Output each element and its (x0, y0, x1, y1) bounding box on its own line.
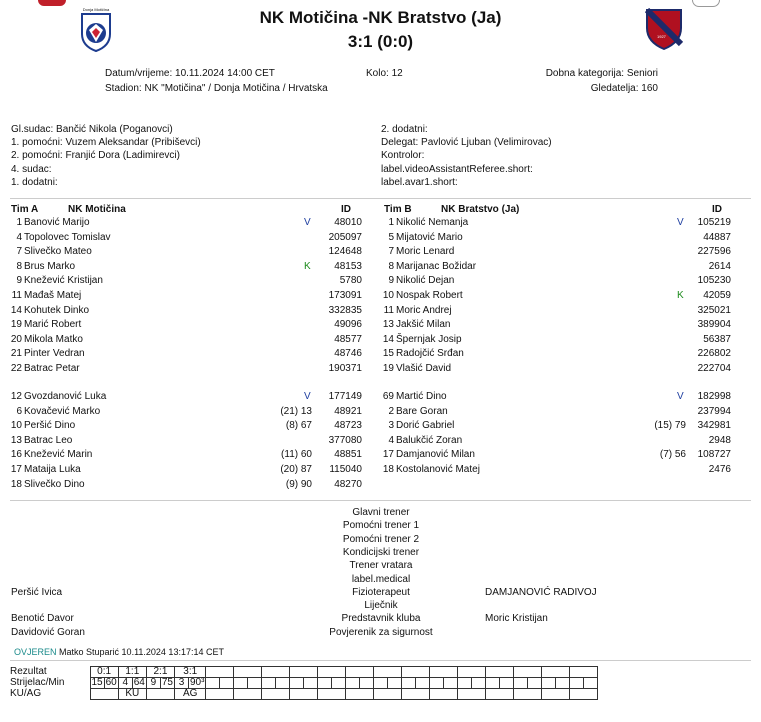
player-id: 48851 (334, 449, 362, 461)
score-result: 2:1 (146, 667, 174, 678)
empty-result-cell (290, 667, 318, 678)
player-name: Bare Goran (396, 405, 448, 417)
player-id: 325021 (697, 304, 731, 316)
official-line: label.avar1.short: (381, 176, 458, 188)
player-name: Špernjak Josip (396, 333, 462, 345)
player-id: 48270 (334, 478, 362, 490)
empty-scorer-cell (360, 678, 374, 689)
verified-line (14, 647, 224, 657)
player-row (372, 434, 731, 448)
official-line: label.videoAssistantReferee.short: (381, 163, 533, 175)
player-name: Topolovec Tomislav (24, 231, 111, 243)
team-b-id-header: ID (712, 204, 722, 215)
staff-role-label: Glavni trener (352, 507, 410, 518)
staff-role-label: Trener vratara (349, 560, 413, 572)
scorer-cell: 9 (146, 678, 160, 689)
staff-role-label: Predstavnik kluba (341, 613, 421, 625)
player-number: 11 (383, 304, 394, 316)
player-number: 15 (382, 348, 394, 360)
player-name: Brus Marko (24, 260, 76, 272)
player-row (0, 289, 362, 303)
player-role-mark: K (304, 260, 311, 272)
empty-kuag-cell (206, 689, 234, 700)
player-name: Banović Marijo (24, 217, 90, 228)
player-row (0, 434, 362, 448)
empty-scorer-cell (500, 678, 514, 689)
top-left-decoration (38, 0, 66, 6)
empty-scorer-cell (290, 678, 304, 689)
substitution-minute: (20) 87 (280, 464, 312, 475)
empty-scorer-cell (458, 678, 472, 689)
player-row (372, 405, 731, 419)
match-score: 3:1 (0:0) (347, 32, 414, 51)
player-number: 8 (388, 260, 394, 272)
official-line: 2. dodatni: (381, 124, 428, 135)
staff-role-label: label.medical (351, 573, 411, 585)
player-name: Martić Dino (396, 391, 447, 402)
empty-scorer-cell (416, 678, 430, 689)
empty-kuag-cell (318, 689, 346, 700)
away-physio: DAMJANOVIĆ RADIVOJ (485, 587, 597, 598)
player-number: 7 (16, 246, 22, 258)
substitution-minute: (11) 60 (281, 449, 312, 461)
player-name: Knežević Marin (24, 449, 93, 461)
player-number: 16 (10, 449, 22, 461)
empty-scorer-cell (220, 678, 234, 689)
player-role-mark: V (304, 391, 311, 402)
player-name: Kovačević Marko (24, 405, 101, 417)
player-number: 2 (388, 405, 394, 417)
player-id: 108727 (697, 449, 731, 461)
player-row (372, 245, 731, 259)
player-name: Moric Andrej (396, 304, 452, 316)
empty-scorer-cell (388, 678, 402, 689)
player-id: 48723 (334, 420, 362, 432)
match-title: NK Motičina -NK Bratstvo (Ja) (259, 8, 502, 27)
empty-scorer-cell (304, 678, 318, 689)
player-row (372, 419, 731, 433)
player-row (0, 347, 362, 361)
home-logo-text: Donja Motičina (82, 7, 110, 12)
player-row (372, 448, 731, 462)
player-id: 48577 (334, 333, 362, 345)
player-id: 177149 (328, 391, 362, 402)
empty-scorer-cell (318, 678, 332, 689)
empty-result-cell (262, 667, 290, 678)
player-row (0, 405, 362, 419)
player-name: Slivečko Dino (24, 478, 85, 490)
player-number: 14 (10, 304, 22, 316)
player-number: 9 (16, 275, 22, 287)
player-row (372, 362, 731, 376)
player-id: 389904 (697, 319, 731, 331)
player-number: 20 (10, 333, 22, 345)
player-name: Mikola Matko (24, 333, 83, 345)
home-physio: Peršić Ivica (11, 587, 63, 598)
player-row (372, 289, 731, 303)
home-club-rep: Benotić Davor (11, 613, 74, 624)
player-number: 69 (382, 391, 394, 402)
attendance: Gledatelja: 160 (590, 83, 658, 94)
player-name: Kohutek Dinko (24, 304, 90, 316)
empty-scorer-cell (248, 678, 262, 689)
kuag-cell (90, 689, 118, 700)
player-row (372, 274, 731, 288)
player-row (372, 216, 731, 230)
empty-scorer-cell (234, 678, 248, 689)
player-row (0, 318, 362, 332)
player-name: Knežević Kristijan (24, 275, 103, 287)
scorer-cell: 4 (118, 678, 132, 689)
player-name: Kostolanović Matej (396, 464, 480, 475)
official-line: Gl.sudac: Bančić Nikola (Poganovci) (11, 124, 173, 135)
team-a-label: Tim A (11, 204, 39, 215)
player-row (0, 448, 362, 462)
player-row (372, 347, 731, 361)
score-result: 1:1 (118, 667, 146, 678)
player-id: 227596 (697, 246, 731, 258)
player-id: 48921 (334, 405, 362, 417)
empty-kuag-cell (430, 689, 458, 700)
player-name: Jakšić Milan (396, 319, 451, 331)
player-row (0, 231, 362, 245)
team-b-label: Tim B (384, 204, 412, 215)
staff-role-label: Fizioterapeut (352, 586, 410, 598)
player-number: 4 (16, 231, 22, 243)
scorer-cell: 64 (133, 677, 145, 688)
player-role-mark: V (304, 217, 311, 228)
player-number: 18 (10, 478, 22, 490)
staff-role-label: Pomoćni trener 2 (342, 533, 420, 545)
empty-scorer-cell (430, 678, 444, 689)
empty-scorer-cell (556, 678, 570, 689)
player-name: Gvozdanović Luka (24, 391, 107, 402)
player-number: 1 (16, 217, 22, 228)
player-row (0, 478, 362, 492)
empty-kuag-cell (458, 689, 486, 700)
player-number: 18 (382, 464, 394, 475)
divider (10, 660, 751, 661)
scorer-cell: 3 (175, 678, 189, 689)
player-number: 19 (382, 363, 394, 374)
empty-scorer-cell (332, 678, 346, 689)
player-role-mark: V (677, 217, 684, 228)
kuag-cell: AG (175, 689, 206, 700)
verified-status: OVJEREN (14, 647, 57, 657)
empty-kuag-cell (346, 689, 374, 700)
player-number: 9 (388, 275, 394, 287)
player-number: 17 (10, 464, 22, 475)
player-id: 2948 (708, 434, 731, 446)
player-number: 5 (388, 231, 394, 243)
player-name: Balukčić Zoran (396, 434, 463, 446)
match-datetime: Datum/vrijeme: 10.11.2024 14:00 CET (105, 68, 275, 79)
empty-scorer-cell (374, 678, 388, 689)
divider (10, 198, 751, 199)
substitution-minute: (21) 13 (280, 405, 312, 417)
staff-role-label: Povjerenik za sigurnost (329, 626, 433, 638)
player-id: 190371 (328, 363, 362, 374)
player-name: Dorić Gabriel (396, 420, 455, 432)
empty-result-cell (346, 667, 374, 678)
official-line: 1. pomoćni: Vuzem Aleksandar (Pribiševci) (11, 137, 201, 149)
player-row (372, 304, 731, 318)
scorer-cell: 15 (91, 677, 103, 688)
player-name: Batrac Petar (24, 363, 80, 374)
player-row (0, 216, 362, 230)
player-name: Mataija Luka (24, 464, 81, 475)
player-number: 21 (10, 348, 22, 360)
official-line: Kontrolor: (381, 150, 425, 162)
empty-scorer-cell (444, 678, 458, 689)
empty-kuag-cell (290, 689, 318, 700)
player-row (372, 333, 731, 347)
empty-result-cell (402, 667, 430, 678)
empty-result-cell (486, 667, 514, 678)
player-row (0, 260, 362, 274)
player-id: 173091 (328, 290, 362, 301)
player-number: 19 (10, 319, 22, 331)
player-row (372, 231, 731, 245)
empty-result-cell (374, 667, 402, 678)
player-number: 14 (382, 333, 394, 345)
player-number: 22 (10, 363, 22, 374)
staff-role-label: Pomoćni trener 1 (342, 520, 420, 532)
player-name: Radojčić Srđan (396, 348, 464, 360)
empty-scorer-cell (472, 678, 486, 689)
score-row-label: Rezultat (10, 666, 47, 677)
empty-kuag-cell (486, 689, 514, 700)
empty-kuag-cell (374, 689, 402, 700)
player-row (0, 362, 362, 376)
player-number: 13 (382, 319, 394, 331)
player-name: Mijatović Mario (396, 231, 463, 243)
substitution-minute: (15) 79 (654, 420, 686, 432)
empty-scorer-cell (542, 678, 556, 689)
player-name: Marijanac Božidar (396, 260, 477, 272)
player-row (0, 304, 362, 318)
player-row (372, 463, 731, 477)
match-stadium: Stadion: NK "Motičina" / Donja Motičina / Hrvatska (105, 83, 328, 94)
team-a-name: NK Motičina (68, 204, 126, 215)
player-id: 2476 (708, 464, 731, 475)
player-id: 42059 (703, 290, 731, 301)
team-b-name: NK Bratstvo (Ja) (441, 204, 520, 215)
substitution-minute: (7) 56 (659, 449, 686, 461)
official-line: 2. pomoćni: Franjić Dora (Ladimirevci) (11, 150, 180, 162)
player-number: 13 (10, 434, 22, 446)
player-role-mark: V (677, 391, 684, 402)
player-id: 226802 (697, 348, 731, 360)
team-a-id-header: ID (341, 204, 351, 215)
scorer-cell: 60 (105, 677, 117, 688)
player-id: 48746 (334, 348, 362, 360)
empty-result-cell (514, 667, 542, 678)
kuag-cell (146, 689, 174, 700)
player-name: Pinter Vedran (24, 348, 85, 360)
player-number: 17 (382, 449, 394, 461)
player-name: Batrac Leo (24, 434, 73, 446)
staff-role-label: Liječnik (364, 600, 398, 612)
empty-kuag-cell (542, 689, 570, 700)
player-id: 56387 (703, 333, 731, 345)
player-name: Vlašić David (396, 363, 452, 374)
verified-text: Matko Stuparić 10.11.2024 13:17:14 CET (59, 647, 224, 657)
empty-scorer-cell (528, 678, 542, 689)
score-table (10, 666, 598, 700)
empty-kuag-cell (234, 689, 262, 700)
empty-result-cell (458, 667, 486, 678)
away-club-rep: Moric Kristijan (485, 613, 548, 624)
player-id: 49096 (334, 319, 362, 331)
player-name: Nikolić Dejan (396, 275, 455, 287)
official-line: Delegat: Pavlović Ljuban (Velimirovac) (381, 137, 552, 149)
player-number: 10 (10, 420, 22, 432)
player-id: 205097 (328, 231, 362, 243)
score-result: 0:1 (90, 667, 118, 678)
player-id: 182998 (697, 391, 731, 402)
player-name: Damjanović Milan (396, 449, 475, 461)
empty-result-cell (542, 667, 570, 678)
player-name: Slivečko Mateo (24, 246, 92, 258)
empty-scorer-cell (514, 678, 528, 689)
player-name: Nospak Robert (396, 290, 463, 301)
official-line: 4. sudac: (11, 163, 52, 175)
empty-scorer-cell (402, 678, 416, 689)
player-id: 44887 (703, 231, 731, 243)
player-row (0, 390, 362, 404)
player-role-mark: K (677, 290, 684, 301)
player-row (0, 419, 362, 433)
empty-scorer-cell (262, 678, 276, 689)
empty-result-cell (234, 667, 262, 678)
empty-scorer-cell (486, 678, 500, 689)
empty-scorer-cell (276, 678, 290, 689)
player-id: 5780 (339, 275, 362, 287)
staff-role-label: Kondicijski trener (342, 546, 420, 558)
empty-scorer-cell (570, 678, 584, 689)
scorer-cell: 75 (161, 677, 173, 688)
player-id: 105219 (697, 217, 731, 228)
away-logo-text: 1927 (657, 34, 666, 39)
empty-kuag-cell (402, 689, 430, 700)
player-name: Peršić Dino (24, 420, 76, 432)
home-security: Davidović Goran (11, 627, 85, 638)
match-round: Kolo: 12 (366, 68, 403, 79)
player-name: Marić Robert (24, 319, 82, 331)
empty-kuag-cell (514, 689, 542, 700)
player-row (0, 245, 362, 259)
player-id: 115040 (329, 464, 362, 475)
scorer-row-label: Strijelac/Min (10, 677, 65, 688)
player-id: 342981 (697, 420, 731, 432)
top-right-decoration (692, 0, 720, 7)
player-number: 4 (388, 434, 394, 446)
scorer-cell: 90³ (190, 677, 205, 688)
empty-kuag-cell (570, 689, 598, 700)
player-number: 12 (10, 391, 22, 402)
player-id: 222704 (697, 363, 731, 374)
substitution-minute: (8) 67 (285, 420, 312, 432)
player-number: 8 (16, 260, 22, 272)
score-result: 3:1 (175, 667, 206, 678)
kuag-row-label: KU/AG (10, 688, 42, 699)
player-row (0, 463, 362, 477)
player-number: 1 (388, 217, 394, 228)
empty-result-cell (570, 667, 598, 678)
player-number: 10 (382, 290, 394, 301)
player-row (372, 390, 731, 404)
player-number: 7 (388, 246, 394, 258)
player-id: 105230 (697, 275, 731, 287)
age-category: Dobna kategorija: Seniori (545, 68, 658, 79)
player-id: 124648 (328, 246, 362, 258)
player-name: Moric Lenard (396, 246, 455, 258)
player-id: 48153 (334, 260, 362, 272)
empty-scorer-cell (346, 678, 360, 689)
official-line: 1. dodatni: (11, 176, 58, 188)
player-row (0, 333, 362, 347)
empty-kuag-cell (262, 689, 290, 700)
empty-result-cell (206, 667, 234, 678)
empty-result-cell (318, 667, 346, 678)
player-row (372, 260, 731, 274)
kuag-cell: KU (118, 689, 146, 700)
substitution-minute: (9) 90 (285, 478, 312, 490)
player-name: Mađaš Matej (24, 290, 82, 301)
player-row (0, 274, 362, 288)
player-id: 332835 (328, 304, 362, 316)
empty-result-cell (430, 667, 458, 678)
player-number: 6 (16, 405, 22, 417)
player-id: 237994 (697, 405, 731, 417)
empty-scorer-cell (584, 678, 598, 689)
empty-scorer-cell (206, 678, 220, 689)
player-id: 377080 (328, 434, 362, 446)
player-id: 2614 (708, 260, 731, 272)
divider (10, 500, 751, 501)
player-name: Nikolić Nemanja (396, 217, 469, 228)
player-number: 3 (388, 420, 394, 432)
player-number: 11 (11, 290, 22, 301)
player-row (372, 318, 731, 332)
player-id: 48010 (334, 217, 362, 228)
